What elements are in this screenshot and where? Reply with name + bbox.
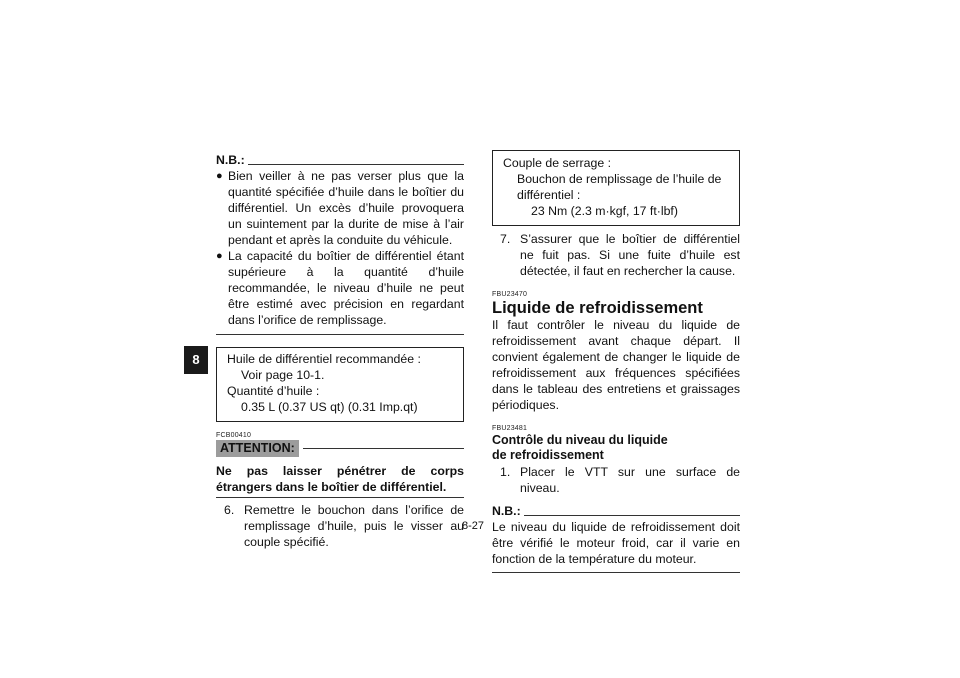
spec-line: 0.35 L (0.37 US qt) (0.31 Imp.qt) — [241, 400, 418, 414]
note-bullet-text: La capacité du boîtier de différentiel étant supérieure à la quantité d’huile recommandée, le niveau d’huile ne peut être estimé avec précision en regardant dans l’orifice de remplissage. — [228, 249, 464, 327]
subsection-code: FBU23481 — [492, 425, 528, 432]
note-bullet-text: Bien veiller à ne pas verser plus que la quantité spécifiée d’huile dans le boîtier du différentiel. Un excès d’huile provoquera un suintement par la durite de mise à l’air pendant et après la conduite du véhicule. — [228, 169, 464, 247]
step-6 — [216, 502, 464, 550]
chapter-number: 8 — [192, 352, 200, 367]
caution-header — [216, 440, 464, 457]
right-column — [492, 150, 740, 573]
torque-spec-box — [492, 150, 740, 226]
oil-spec-box — [216, 347, 464, 422]
section-body: Il faut contrôler le niveau du liquide de refroidissement avant chaque départ. Il convient également de changer le liquide de refroidissement aux fréquences spécifiées dans le tableau des entretiens et graissages périodiques. — [492, 318, 740, 412]
step-text: Placer le VTT sur une surface de niveau. — [520, 465, 740, 495]
nb-label: N.B.: — [492, 504, 521, 518]
left-column — [216, 152, 464, 550]
step-1 — [492, 464, 740, 496]
nb-end-rule — [216, 334, 464, 335]
caution-label: ATTENTION: — [216, 440, 299, 457]
bullet-icon: ● — [216, 250, 223, 262]
step-text: S’assurer que le boîtier de différentiel ne fuit pas. Si une fuite d’huile est détectée, il faut en rechercher la cause. — [520, 232, 740, 278]
torque-line: Couple de serrage : — [503, 156, 612, 170]
section-code: FBU23470 — [492, 291, 528, 298]
torque-line: 23 Nm (2.3 m·kgf, 17 ft·lbf) — [531, 204, 678, 218]
nb-rule — [524, 515, 740, 516]
nb-rule — [248, 164, 464, 165]
step-number: 1. — [500, 465, 511, 479]
bullet-icon: ● — [216, 170, 223, 182]
note-bullet-2 — [216, 248, 464, 328]
caution-code: FCB00410 — [216, 432, 252, 439]
torque-line: différentiel : — [517, 188, 581, 202]
spec-line: Voir page 10-1. — [241, 368, 325, 382]
step-7 — [492, 231, 740, 279]
chapter-tab — [184, 346, 208, 374]
caution-text: Ne pas laisser pénétrer de corps étrangers dans le boîtier de différentiel. — [216, 464, 464, 494]
note-bullet-1 — [216, 168, 464, 248]
page-number: 8-27 — [462, 520, 485, 532]
nb-header — [492, 503, 740, 519]
caution-rule — [303, 448, 464, 449]
section-title: Liquide de refroidissement — [492, 299, 703, 317]
step-text: Remettre le bouchon dans l’orifice de remplissage d’huile, puis le visser au couple spécifié. — [244, 503, 464, 549]
caution-end-rule — [216, 497, 464, 498]
subsection-title: Contrôle du niveau du liquide de refroidissement — [492, 433, 668, 462]
nb-label: N.B.: — [216, 153, 245, 167]
spec-line: Quantité d’huile : — [227, 384, 320, 398]
nb-end-rule — [492, 572, 740, 573]
nb-text: Le niveau du liquide de refroidissement doit être vérifié le moteur froid, car il varie en fonction de la température du moteur. — [492, 520, 740, 566]
nb-header — [216, 152, 464, 168]
torque-line: Bouchon de remplissage de l’huile de — [517, 172, 722, 186]
step-number: 7. — [500, 232, 511, 246]
spec-line: Huile de différentiel recommandée : — [227, 352, 421, 366]
step-number: 6. — [224, 503, 235, 517]
